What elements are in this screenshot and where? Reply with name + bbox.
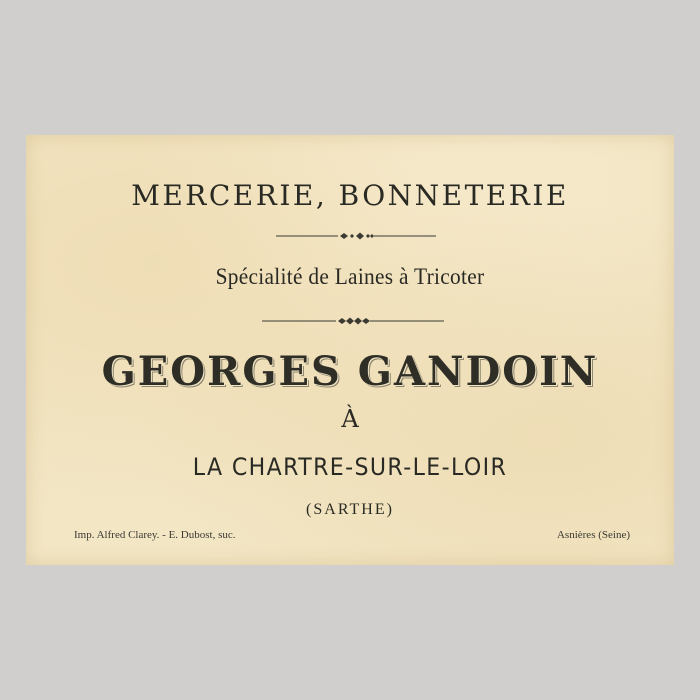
town-name: LA CHARTRE-SUR-LE-LOIR (192, 453, 508, 481)
ornamental-rule-icon (262, 316, 444, 326)
owner-name: GEORGES GANDOIN (101, 348, 599, 395)
printer-credit: Imp. Alfred Clarey. - E. Dubost, suc. (74, 529, 236, 541)
preposition: À (341, 405, 359, 433)
trade-card (26, 135, 674, 565)
business-type-heading: MERCERIE, BONNETERIE (131, 179, 569, 212)
printer-location: Asnières (Seine) (556, 529, 630, 541)
department-name: (SARTHE) (306, 501, 394, 518)
specialty-line: Spécialité de Laines à Tricoter (215, 264, 485, 289)
ornamental-rule-icon (276, 231, 436, 241)
